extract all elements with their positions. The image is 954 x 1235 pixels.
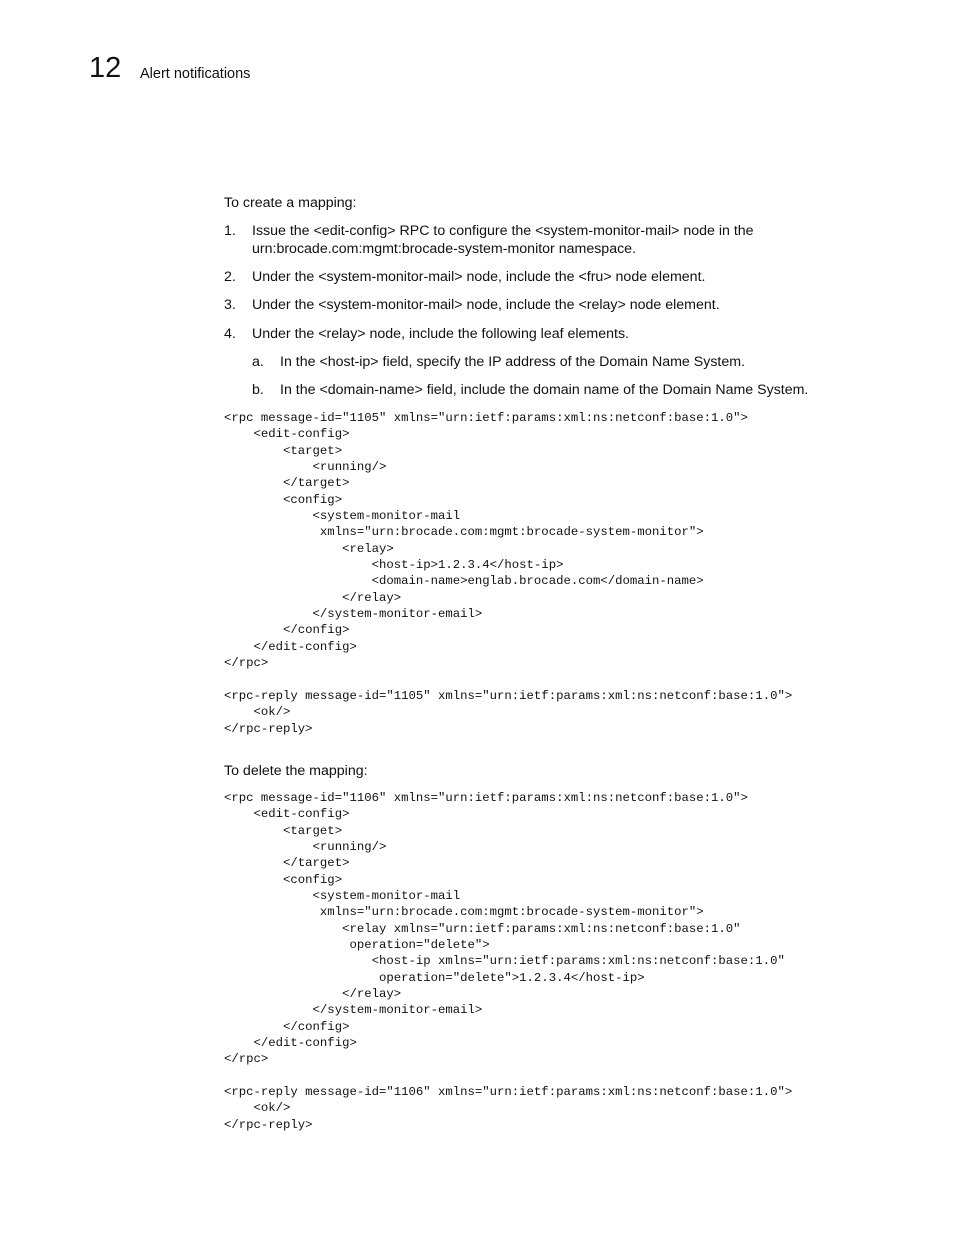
create-code-block: <rpc message-id="1105" xmlns="urn:ietf:params:xml:ns:netconf:base:1.0"> <edit-config> <target> <running/> </target> <config> <system-monitor-mail xmlns="urn:brocade.com:mgmt:brocade-system-monitor"> <relay> <host-ip>1.2.3.4</host-ip> <domain-name>englab.brocade.com</domain-name> </relay> </system-monitor-email> </config> </edit-config> </rpc> <rpc-reply message-id="1105" xmlns="urn:ietf:params:xml:ns:netconf:base:1.0"> <ok/> </rpc-reply> [224,411,793,736]
create-intro: To create a mapping: [224,195,357,211]
page-content [224,194,864,1133]
chapter-number: 12 [89,52,122,84]
delete-intro: To delete the mapping: [224,762,368,779]
step-text: Under the <system-monitor-mail> node, include the <fru> node element. [252,269,706,285]
substep-text: In the <domain-name> field, include the domain name of the Domain Name System. [280,382,809,398]
substep-text: In the <host-ip> field, specify the IP address of the Domain Name System. [280,354,746,370]
step-number: 1. [224,223,236,239]
step-3 [224,296,864,314]
substep-b [224,381,864,399]
substep-a [224,353,864,371]
step-text: Under the <relay> node, include the following leaf elements. [252,326,629,342]
step-text: Issue the <edit-config> RPC to configure the <system-monitor-mail> node in the urn:brocade.com:mgmt:brocade-system-monitor namespace. [252,223,754,257]
chapter-title: Alert notifications [140,66,251,82]
step-4 [224,325,864,343]
substep-letter: a. [252,354,264,370]
step-number: 4. [224,326,236,342]
step-1 [224,222,864,258]
step-number: 2. [224,269,236,285]
create-steps [224,222,864,399]
step-text: Under the <system-monitor-mail> node, include the <relay> node element. [252,297,720,313]
step-number: 3. [224,297,236,313]
step-2 [224,268,864,286]
delete-code-block: <rpc message-id="1106" xmlns="urn:ietf:params:xml:ns:netconf:base:1.0"> <edit-config> <target> <running/> </target> <config> <system-monitor-mail xmlns="urn:brocade.com:mgmt:brocade-system-monitor"> <relay xmlns="urn:ietf:params:xml:ns:netconf:base:1.0" operation="delete"> <host-ip xmlns="urn:ietf:params:xml:ns:netconf:base:1.0" operation="delete">1.2.3.4</host-ip> </relay> </system-monitor-email> </config> </edit-config> </rpc> <rpc-reply message-id="1106" xmlns="urn:ietf:params:xml:ns:netconf:base:1.0"> <ok/> </rpc-reply> [224,790,793,1132]
substep-letter: b. [252,382,264,398]
